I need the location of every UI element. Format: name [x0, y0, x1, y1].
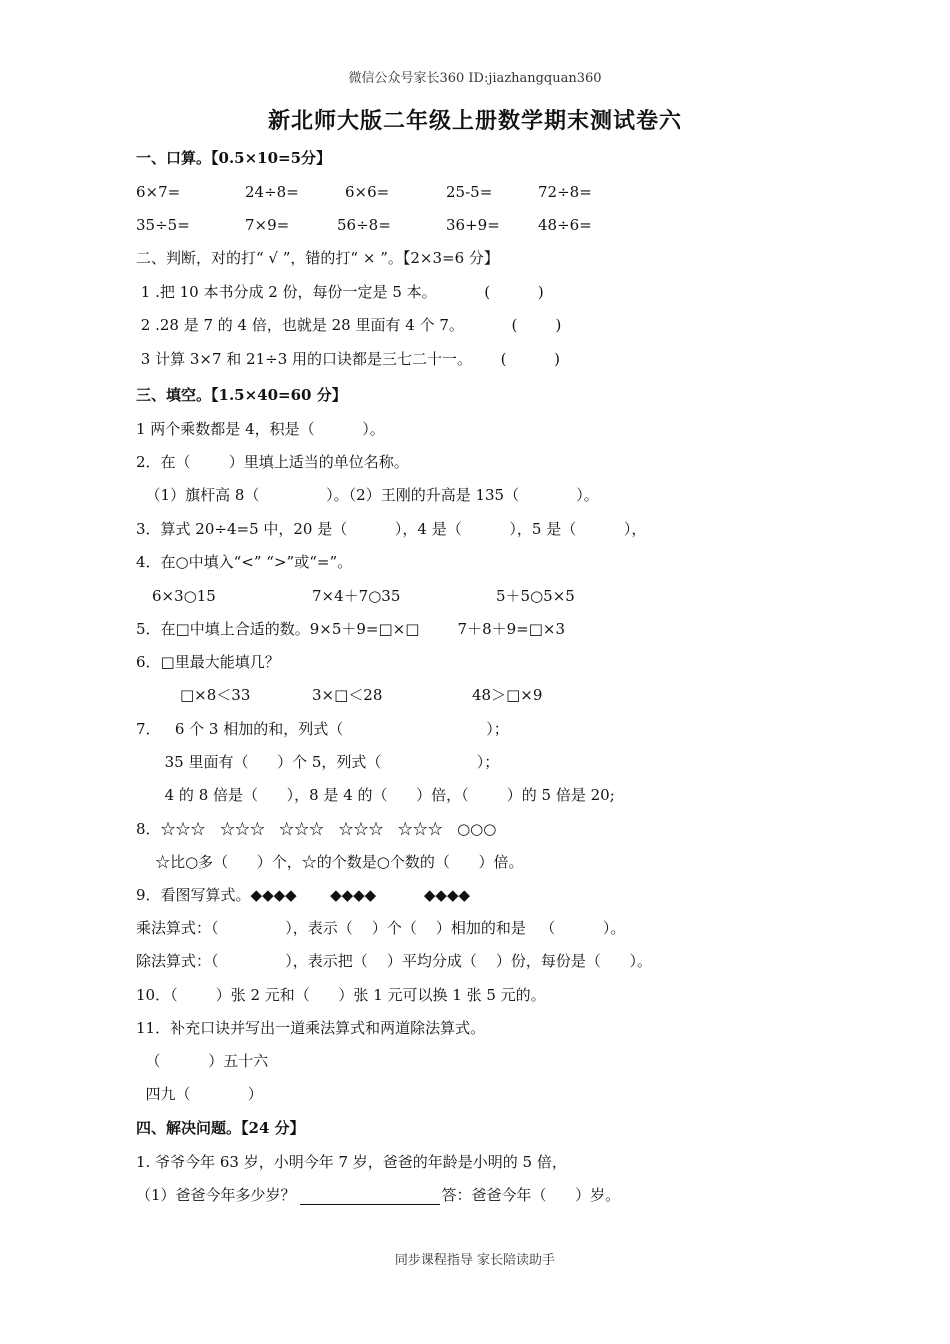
header-note: 微信公众号家长360 ID:jiazhangquan360: [348, 71, 602, 86]
fill-question-11a: （ ）五十六: [136, 1052, 269, 1070]
fill-question-9: 9．看图写算式。◆◆◆◆ ◆◆◆◆ ◆◆◆◆: [136, 886, 471, 904]
fill-question-3: 3．算式 20÷4=5 中，20 是（ ），4 是（ ），5 是（ ），: [136, 520, 647, 538]
fill-question-4: 4．在○中填入“<” “>”或“=”。: [136, 553, 353, 571]
judge-question-2: 2 .28 是 7 的 4 倍，也就是 28 里面有 4 个 7。 ( ): [136, 316, 562, 334]
fill-question-9-divide: 除法算式：（ ），表示把（ ）平均分成（ ）份，每份是（ ）。: [136, 952, 653, 970]
fill-question-2: 2．在（ ）里填上适当的单位名称。: [136, 453, 409, 471]
calc-item: 6×6=: [345, 183, 390, 201]
max-fill-item: 48＞□×9: [472, 686, 543, 704]
calc-item: 24÷8=: [245, 183, 299, 201]
fill-question-8: ☆比○多（ ）个，☆的个数是○个数的（ ）倍。: [136, 853, 524, 871]
answer-blank[interactable]: [300, 1188, 440, 1205]
fill-question-7c: 4 的 8 倍是（ ），8 是 4 的（ ）倍，（ ）的 5 倍是 20;: [136, 786, 615, 804]
fill-question-11b: 四九（ ）: [136, 1085, 263, 1103]
calc-item: 36+9=: [446, 216, 500, 234]
max-fill-item: 3×□＜28: [312, 686, 383, 704]
judge-question-1: 1 .把 10 本书分成 2 份，每份一定是 5 本。 ( ): [136, 283, 544, 301]
compare-item: 7×4＋7○35: [312, 587, 401, 605]
calc-item: 7×9=: [245, 216, 290, 234]
max-fill-item: □×8＜33: [180, 686, 251, 704]
section-4-heading: 四、解决问题。【24 分】: [136, 1119, 305, 1137]
section-3-heading: 三、填空。【1.5×40=60 分】: [136, 386, 347, 404]
fill-question-2-parts: （1）旗杆高 8（ ）。（2）王刚的升高是 135（ ）。: [136, 486, 599, 504]
fill-question-9-multiply: 乘法算式：（ ），表示（ ）个（ ）相加的和是 （ ）。: [136, 919, 626, 937]
problem-question-1a-text: （1）爸爸今年多少岁？: [136, 1186, 296, 1204]
fill-question-5: 5．在□中填上合适的数。9×5＋9=□×□ 7＋8＋9=□×3: [136, 620, 566, 638]
fill-question-7b: 35 里面有（ ）个 5，列式（ ）；: [136, 753, 500, 771]
section-2-heading: 二、判断，对的打“ √ ”，错的打“ × ”。【2×3=6 分】: [136, 249, 499, 267]
calc-item: 35÷5=: [136, 216, 190, 234]
calc-item: 25-5=: [446, 183, 493, 201]
judge-question-3: 3 计算 3×7 和 21÷3 用的口诀都是三七二十一。 ( ): [136, 350, 561, 368]
problem-question-1a-answer: 答：爸爸今年（ ）岁。: [441, 1186, 621, 1204]
calc-item: 56÷8=: [337, 216, 391, 234]
fill-question-7a: 7． 6 个 3 相加的和，列式（ ）；: [136, 720, 509, 738]
fill-question-10: 10．（ ）张 2 元和（ ）张 1 元可以换 1 张 5 元的。: [136, 986, 546, 1004]
section-1-heading: 一、口算。【0.5×10=5分】: [136, 149, 332, 167]
calc-item: 72÷8=: [538, 183, 592, 201]
compare-item: 6×3○15: [152, 587, 216, 605]
footer-note: 同步课程指导 家长陪读助手: [394, 1253, 556, 1268]
problem-question-1a: [136, 1185, 620, 1205]
fill-question-1: 1 两个乘数都是 4，积是（ ）。: [136, 420, 385, 438]
compare-item: 5＋5○5×5: [496, 587, 575, 605]
fill-question-6: 6．□里最大能填几？: [136, 653, 280, 671]
calc-item: 48÷6=: [538, 216, 592, 234]
page-title: 新北师大版二年级上册数学期末测试卷六: [267, 108, 682, 134]
fill-question-11: 11．补充口诀并写出一道乘法算式和两道除法算式。: [136, 1019, 486, 1037]
problem-question-1: 1. 爷爷今年 63 岁，小明今年 7 岁，爸爸的年龄是小明的 5 倍，: [136, 1153, 567, 1171]
calc-item: 6×7=: [136, 183, 181, 201]
fill-question-8-figure: 8．☆☆☆ ☆☆☆ ☆☆☆ ☆☆☆ ☆☆☆ ○○○: [136, 820, 497, 838]
